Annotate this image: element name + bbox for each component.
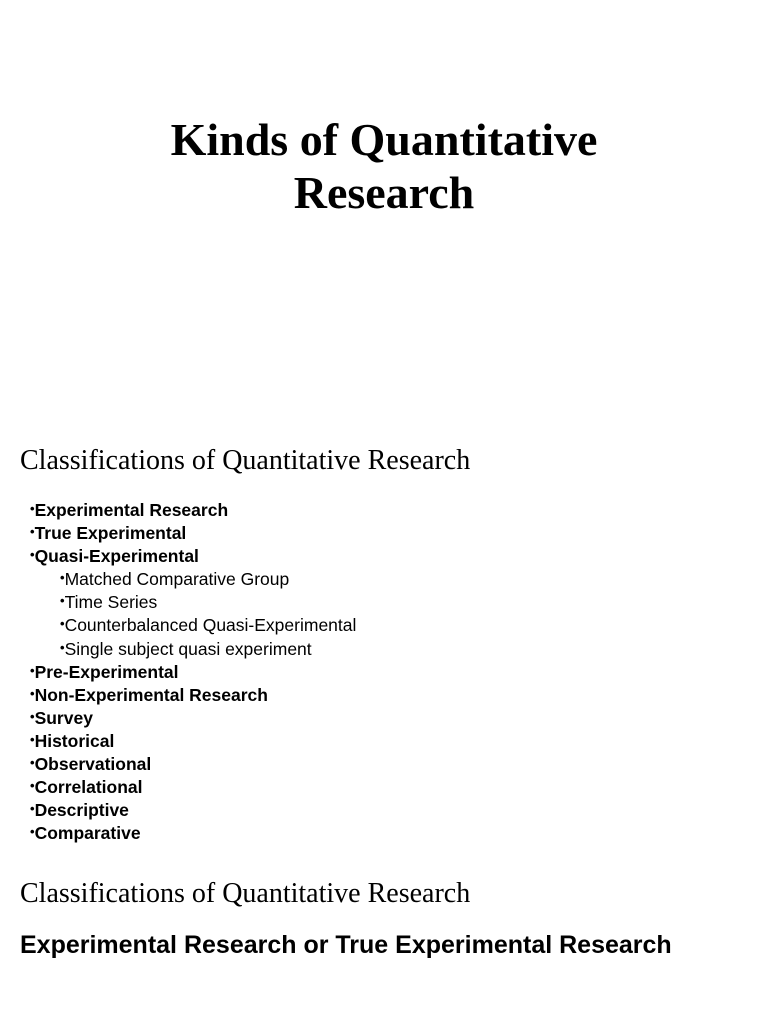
bullet-icon: • (30, 778, 35, 794)
bullet-icon: • (60, 639, 65, 655)
classifications-heading-2: Classifications of Quantitative Research (20, 878, 471, 909)
list-item-label: Matched Comparative Group (64, 569, 290, 590)
classification-list (30, 497, 356, 843)
sub-list-item (30, 566, 356, 589)
list-item (30, 797, 356, 820)
bullet-icon: • (30, 708, 35, 724)
list-item (30, 820, 356, 843)
list-item-label: Counterbalanced Quasi-Experimental (64, 615, 357, 636)
bullet-icon: • (30, 824, 35, 840)
sub-list-item (30, 636, 356, 659)
bullet-icon: • (60, 593, 65, 609)
bullet-icon: • (30, 755, 35, 771)
list-item-label: Experimental Research (34, 500, 229, 520)
list-item-label: Single subject quasi experiment (64, 638, 312, 659)
list-item (30, 520, 356, 543)
bullet-icon: • (30, 547, 35, 563)
slide-title-line-2: Research (293, 167, 475, 218)
bullet-icon: • (30, 524, 35, 540)
list-item (30, 705, 356, 728)
list-item-label: Pre-Experimental (34, 661, 179, 682)
sub-list-item (30, 612, 356, 635)
list-item-label: Quasi-Experimental (34, 546, 199, 567)
list-item (30, 751, 356, 774)
classifications-heading: Classifications of Quantitative Research (20, 445, 471, 476)
list-item-label: True Experimental (34, 523, 187, 544)
list-item (30, 659, 356, 682)
list-item (30, 497, 356, 520)
list-item-label: Correlational (34, 777, 143, 798)
list-item-label: Non-Experimental Research (34, 684, 268, 705)
list-item (30, 728, 356, 751)
list-item-label: Survey (34, 707, 93, 728)
list-item (30, 774, 356, 797)
bullet-icon: • (30, 731, 35, 747)
body-paragraph: Experimental Research or True Experimental Research (20, 931, 672, 959)
list-item-label: Descriptive (34, 800, 129, 821)
list-item-label: Comparative (34, 823, 141, 844)
slide-title-line-1: Kinds of Quantitative (170, 114, 598, 165)
list-item (30, 682, 356, 705)
bullet-icon: • (60, 570, 65, 586)
bullet-icon: • (30, 662, 35, 678)
sub-list-item (30, 589, 356, 612)
bullet-icon: • (30, 801, 35, 817)
bullet-icon: • (30, 685, 35, 701)
list-item-label: Historical (34, 730, 115, 751)
slide-title (0, 113, 768, 219)
bullet-icon: • (30, 501, 35, 516)
list-item-label: Observational (34, 754, 152, 775)
list-item-label: Time Series (64, 592, 158, 613)
bullet-icon: • (60, 616, 65, 632)
list-item (30, 543, 356, 566)
